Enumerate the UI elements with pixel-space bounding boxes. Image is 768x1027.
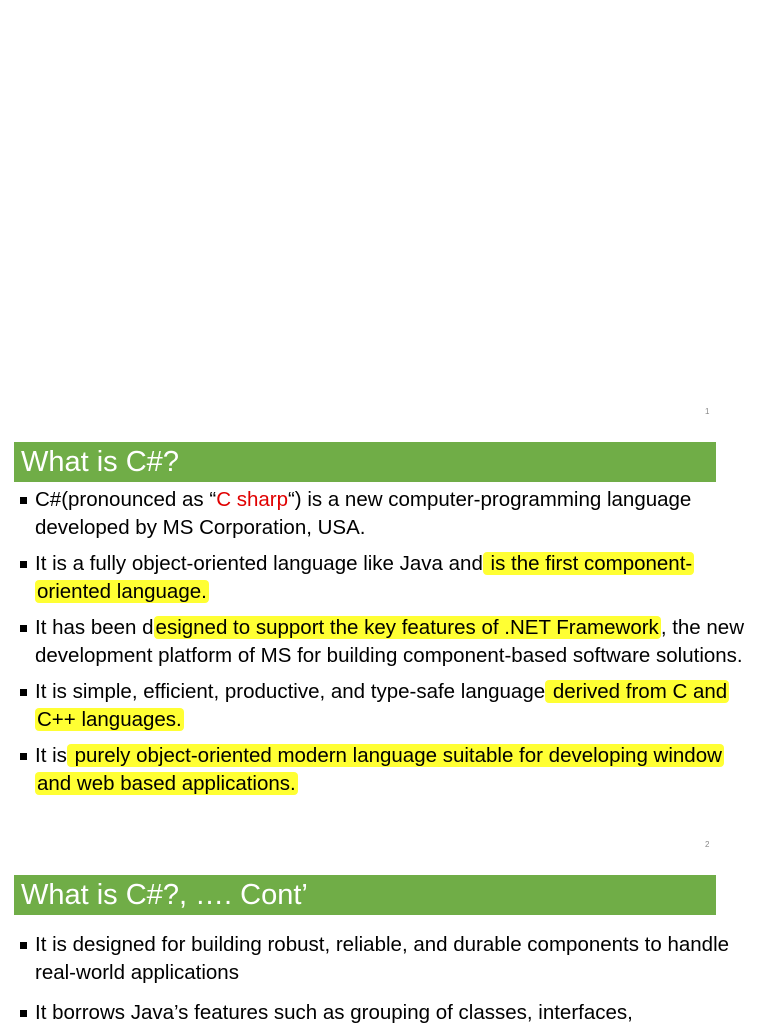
slide-2-title: What is C#? xyxy=(14,442,716,482)
bullet-item: It is designed for building robust, reliable, and durable components to handle real-world applications xyxy=(18,931,758,987)
slide-3-title: What is C#?, …. Cont’ xyxy=(14,875,716,915)
slide-1-page-number: 1 xyxy=(705,407,710,416)
bullet-item: It is a fully object-oriented language like Java and is the first component-oriented language. xyxy=(18,550,758,606)
slide-2-page-number: 2 xyxy=(705,840,710,849)
bullet-item: It borrows Java’s features such as grouping of classes, interfaces, xyxy=(18,999,758,1027)
slide-3-bullet-list xyxy=(18,931,758,1027)
bullet-item: It is purely object-oriented modern language suitable for developing window and web based applications. xyxy=(18,742,758,798)
highlighted-text: purely object-oriented modern language suitable for developing window and web based applications. xyxy=(37,744,722,795)
bullet-item: C#(pronounced as “C sharp“) is a new computer-programming language developed by MS Corporation, USA. xyxy=(18,486,758,542)
highlighted-text: derived from C and C++ languages. xyxy=(37,680,728,731)
highlighted-text: is the first component-oriented language. xyxy=(37,552,693,603)
highlighted-text: esigned to support the key features of .NET Framework xyxy=(155,616,659,639)
bullet-item: It has been designed to support the key features of .NET Framework, the new development platform of MS for building component-based software solutions. xyxy=(18,614,758,670)
bullet-item: It is simple, efficient, productive, and type-safe language derived from C and C++ languages. xyxy=(18,678,758,734)
bullet-marker-icon xyxy=(20,1010,27,1017)
c-sharp-highlight-text: C sharp xyxy=(216,488,288,511)
bullet-marker-icon xyxy=(20,942,27,949)
